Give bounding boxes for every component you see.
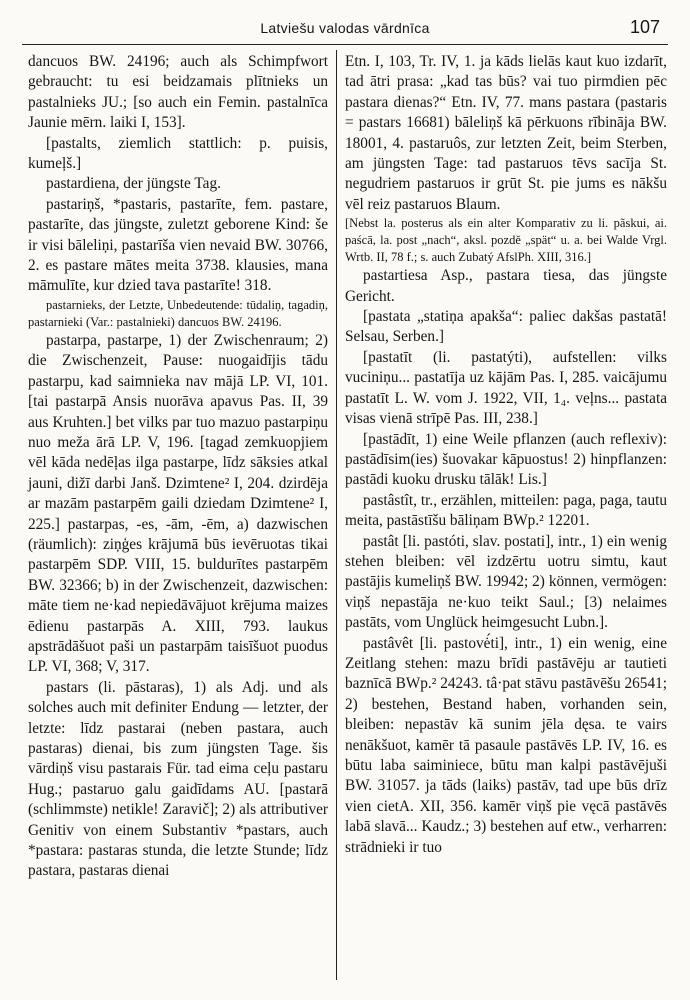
page-header bbox=[22, 14, 668, 42]
dictionary-entry: pastarnieks, der Letzte, Unbedeutende: tūdaliņ, tagadiņ, pastarnieki (Var.: pastalnieki) dancuos BW. 24196. bbox=[28, 297, 328, 329]
dictionary-entry: pastâvêt [li. pastovė́ti], intr., 1) ein wenig, eine Zeitlang stehen: mazu brīdi pastāvēju ar tautieti baznīcā BWp.² 24243. tâ·pat stāvu pastāvēšu 26541; 2) bestehen, Bestand haben, vorhanden sein, bleiben: nepastāv kā sunim jēla dęsa. te vairs nenākšuot, kamēr tā pasaule pastāvēs LP. IV, 16. es būtu laba saiminiece, būtu man kalpi pastāvējuši BW. 31057. ja tāds (laiks) pastāv, tad upe būs drīz vien cietA. XII, 356. kamēr viņš pie vęcā pastāvēs labā slavā... Kaudz.; 3) bestehen auf etw., verharren: strādnieki ir tuo bbox=[345, 634, 667, 856]
dictionary-entry: [pastādīt, 1) eine Weile pflanzen (auch reflexiv): pastādīsim(ies) šuovakar kāpuostus! 2) hinpflanzen: pastādi kuoku drusku tālāk! Lis.] bbox=[345, 430, 667, 489]
dictionary-entry: pastartiesa Asp., pastara tiesa, das jüngste Gericht. bbox=[345, 267, 667, 305]
dictionary-entry: pastariņš, *pastaris, pastarīte, fem. pastare, pastarīte, das jüngste, zuletzt geborene Kind: še ir visi bāleliņi, pastarīša vien nevaid BW. 30766, 2. es pastare mātes meita 3738. klausies, mana māmulīte, kur dzied tava pastarīte! 318. bbox=[28, 195, 328, 295]
page-number: 107 bbox=[629, 17, 660, 37]
dictionary-entry: pastât [li. pastóti, slav. postati], intr., 1) ein wenig stehen bleiben: vēl izdzērtu uotru simtu, kaut pastājis kumeliņš BW. 19942; 2) können, vermögen: viņš nepastāja ne·kuo teikt Saul.; [3) nelaimes pastāts, vom Unglück heimgesucht Lubn.]. bbox=[345, 532, 667, 632]
dictionary-entry: [Nebst la. posterus als ein alter Komparativ zu li. pãskui, ai. paścā, la. post „nach“, aksl. pozdě „spät“ u. a. bei Walde Vrgl. Wrtb. II, 78 f.; s. auch Zubatý AfslPh. XIII, 316.] bbox=[345, 216, 667, 265]
column-divider bbox=[336, 50, 337, 980]
dictionary-entry: pastâstît, tr., erzählen, mitteilen: paga, paga, tautu meita, pastāstīšu bāliņam BWp.² 12201. bbox=[345, 491, 667, 530]
dictionary-entry: [pastata „statiņa apakša“: paliec dakšas pastatā! Selsau, Serben.] bbox=[345, 308, 667, 346]
header-rule bbox=[22, 44, 668, 45]
left-column bbox=[28, 52, 328, 882]
dictionary-entry: [pastalts, ziemlich stattlich: p. puisis, kumeļš.] bbox=[28, 134, 328, 173]
running-title: Latviešu valodas vārdnīca bbox=[260, 20, 430, 36]
dictionary-entry: pastars (li. pāstaras), 1) als Adj. und als solches auch mit definiter Endung — letzter, der letzte: līdz pastarai (neben pastara, auch pastaras) dienai, bis zum jüngsten Tage. šis vārdiņš visu pastarais Für. tad eima ceļu pastaru Hug.; pastaruo galu gaidīdams AU. [pastarā (schlimmste) netikle! Zaravič]; 2) als attributiver Genitiv von einem Substantiv *pastars, auch *pastara: pastaras stunda, die letzte Stunde; līdz pastara, pastaras dienai bbox=[28, 678, 328, 880]
dictionary-entry: [pastatīt (li. pastatýti), aufstellen: vilks vuciniņu... pastatīja uz kājām Pas. I, 285. vaicājumu pastatīt L. W. vom J. 1922, VII, 1₄. veļns... pastata visas vienā strīpē Pas. III, 238.] bbox=[345, 348, 667, 428]
dictionary-entry: dancuos BW. 24196; auch als Schimpfwort gebraucht: tu esi beidzamais plītnieks un pastalnieks JU.; [so auch ein Femin. pastalnīca Jaunie mērn. laiki I, 153]. bbox=[28, 53, 328, 132]
dictionary-entry: pastardiena, der jüngste Tag. bbox=[46, 175, 221, 193]
dictionary-entry: Etn. I, 103, Tr. IV, 1. ja kāds lielās kaut kuo izdarīt, tad ātri prasa: „kad tas būs? vai tuo pirmdien pēc pastara dienas?“ Etn. IV, 77. mans pastara (pastaris = pastars 16681) bāleliņš kā pērkuons rībināja BW. 18001, 4. pastaruôs, zur letzten Zeit, beim Sterben, am jüngsten Tage: tad pastaruos tēvs sacīja St. negudriem pastaruos ir grūt St. pie jums es nākšu vēl reiz pastaruos Blaum. bbox=[345, 53, 667, 213]
right-column bbox=[345, 52, 667, 858]
dictionary-entry: pastarpa, pastarpe, 1) der Zwischenraum; 2) die Zwischenzeit, Pause: nuogaidījis tādu pastarpu, kad saimnieka nav mājā LP. VI, 101. [tai pastarpā Ansis nuorāva apavus Pas. II, 39 aus Kruhten.] bet vilks par tuo mazuo pastarpiņu nuo meža ārā LP. V, 196. [tagad zemkuopjiem vēl kāda nedēļas ilga pastarpe, līdz sāksies atkal jauni, dižī darbi Janš. Dzimtene² I, 204. dzirdēja ar mazām pastarpēm gaili dziedam Dzimtene² I, 225.] pastarpas, -es, -ām, -ēm, a) dazwischen (räumlich): ziņģes krājumā būs ievēruotas tikai pastarpēm SDP. VIII, 15. buldurītes pastarpēm BW. 32366; b) in der Zwischenzeit, dazwischen: māte tiem ne·kad nepiedāvājuot krējuma maizes ēdienu pastarpās A. XIII, 793. laukus apstrādāšuot paši un pastarpām taisīšuot puodus LP. VI, 368; V, 317. bbox=[28, 331, 328, 676]
